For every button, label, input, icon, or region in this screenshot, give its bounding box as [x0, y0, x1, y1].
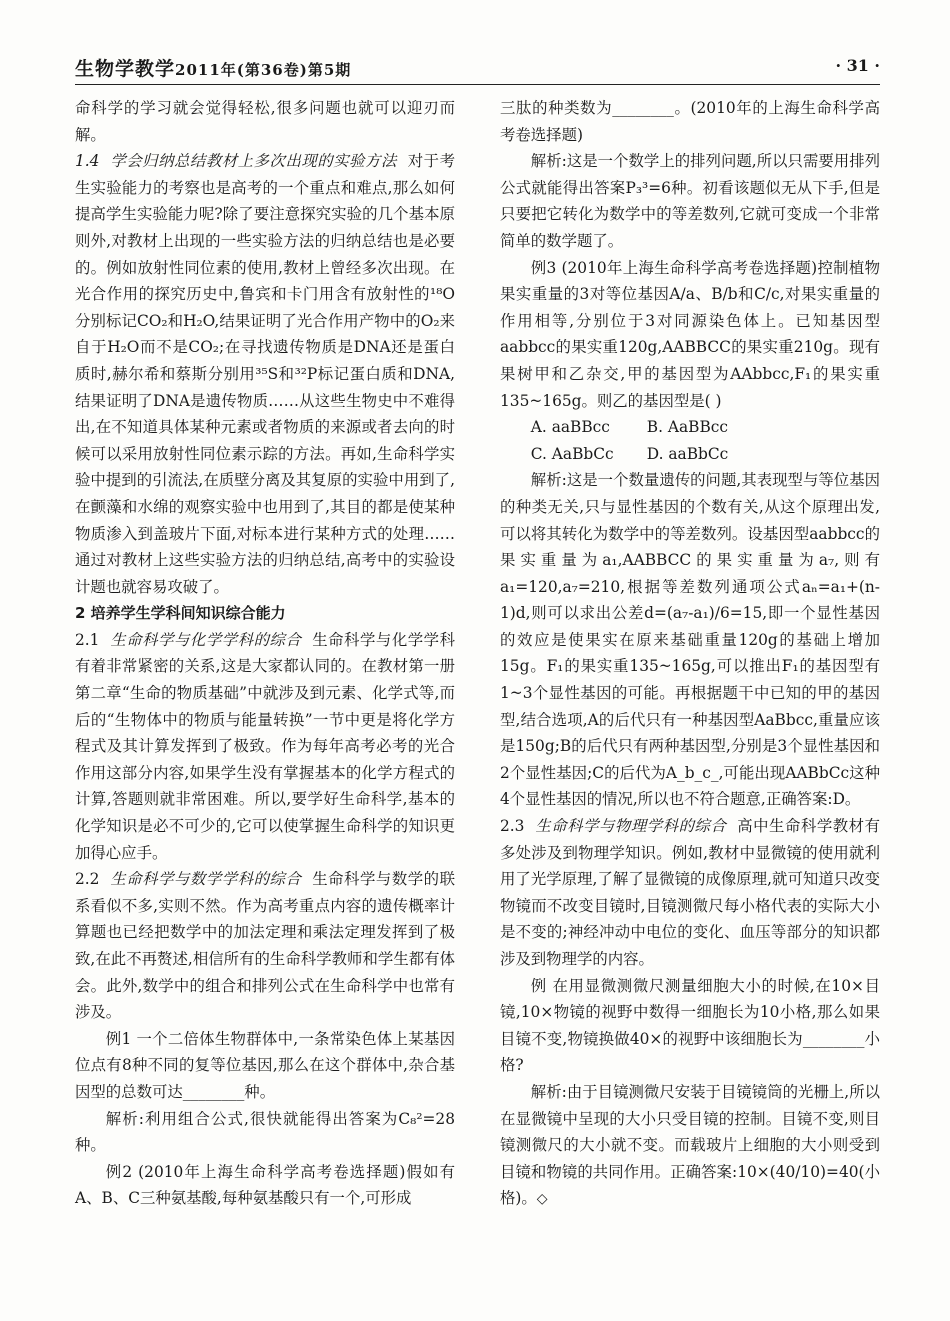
- example-4-answer: [500, 1079, 880, 1213]
- option-b: B. AaBBcc: [646, 418, 729, 437]
- option-d: D. aaBbCc: [646, 444, 729, 463]
- journal-title: [75, 54, 351, 81]
- example-1: 例1 一个二倍体生物群体中,一条常染色体上某基因位点有8种不同的复等位基因,那么在这个群体中,杂合基因型的总数可达________种。: [75, 1029, 455, 1101]
- section-2-1: [75, 627, 455, 866]
- section-title: 生命科学与化学学科的综合: [110, 630, 302, 649]
- paragraph: 命科学的学习就会觉得轻松,很多问题也就可以迎刃而解。: [75, 99, 455, 144]
- example-1-answer: 解析:利用组合公式,很快就能得出答案为C₈²=28种。: [75, 1109, 455, 1155]
- example-3-answer: 解析:这是一个数量遗传的问题,其表现型与等位基因的种类无关,只与显性基因的个数有关,从这个原理出发,可以将其转化为数学中的等差数列。设基因型aabbcc的果实重量为a₁,AABBCC的果实重量为a₇,则有a₁=120,a₇=210,根据等差数列通项公式aₙ=a₁+(n-1)d,则可以求出公差d=(a₇-a₁)/6=15,即一个显性基因的效应是使果实在原来基础重量120g的基础上增加15g。F₁的果实重135~165g,可以推出F₁的基因型有1~3个显性基因的可能。再根据题干中已知的甲的基因型,结合选项,A的后代只有一种基因型AaBbcc,重量应该是150g;B的后代只有两种基因型,分别是3个显性基因和2个显性基因;C的后代为A_b_c_,可能出现AABbCc这种4个显性基因的情况,所以也不符合题意,正确答案:D。: [500, 471, 880, 809]
- section-title: 生命科学与数学学科的综合: [110, 870, 302, 889]
- journal-name: 生物学教学: [75, 58, 176, 80]
- section-text: 生命科学与数学的联系看似不多,实则不然。作为高考重点内容的遗传概率计算题也已经把数学中的加法定理和乘法定理发挥到了极致,在此不再赘述,相信所有的生命科学教师和学生都有体会。此外,数学中的组合和排列公式在生命科学中也常有涉及。: [75, 870, 455, 1022]
- header-rule: [75, 84, 880, 85]
- right-column: [500, 95, 880, 1213]
- section-number: 2.2: [75, 870, 100, 889]
- example-2-answer: 解析:这是一个数学上的排列问题,所以只需要用排列公式就能得出答案P₃³=6种。初看该题似无从下手,但是只要把它转化为数学中的等差数列,它就可变成一个非常简单的数学题了。: [500, 152, 880, 250]
- option-c: C. AaBbCc: [530, 444, 614, 463]
- section-2-heading: 2 培养学生学科间知识综合能力: [75, 604, 286, 623]
- example-3-options: [500, 414, 880, 467]
- section-1-4: [75, 148, 455, 600]
- section-text: 生命科学与化学学科有着非常紧密的关系,这是大家都认同的。在教材第一册第二章“生命的物质基础”中就涉及到元素、化学式等,而后的“生物体中的物质与能量转换”一节中更是将化学方程式及其计算发挥到了极致。作为每年高考必考的光合作用这部分内容,如果学生没有掌握基本的化学方程式的计算,答题则就非常困难。所以,要学好生命科学,基本的化学知识是必不可少的,它可以使掌握生命科学的知识更加得心应手。: [75, 630, 455, 862]
- section-number: 2.1: [75, 630, 100, 649]
- section-title: 学会归纳总结教材上多次出现的实验方法: [110, 152, 397, 171]
- issue-info: 2011年(第36卷)第5期: [175, 61, 352, 79]
- section-2-2: [75, 866, 455, 1026]
- section-text: 对于考生实验能力的考察也是高考的一个重点和难点,那么如何提高学生实验能力呢?除了要注意探究实验的几个基本原则外,对教材上出现的一些实验方法的归纳总结也是必要的。例如放射性同位素的使用,教材上曾经多次出现。在光合作用的探究历史中,鲁宾和卡门用含有放射性的¹⁸O分别标记CO₂和H₂O,结果证明了光合作用产物中的O₂来自于H₂O而不是CO₂;在寻找遗传物质是DNA还是蛋白质时,赫尔希和蔡斯分别用³⁵S和³²P标记蛋白质和DNA,结果证明了DNA是遗传物质……从这些生物史中不难得出,在不知道具体某种元素或者物质的来源或者去向的时候可以采用放射性同位素示踪的方法。再如,生命科学实验中提到的引流法,在质壁分离及其复原的实验中用到了,在颤藻和水绵的观察实验中也用到了,其目的都是使某种物质渗入到盖玻片下面,对标本进行某种方式的处理……通过对教材上这些实验方法的归纳总结,高考中的实验设计题也就容易攻破了。: [75, 152, 455, 596]
- section-text: 高中生命科学教材有多处涉及到物理学知识。例如,教材中显微镜的使用就利用了光学原理,了解了显微镜的成像原理,就可知道只改变物镜而不改变目镜时,目镜测微尺每小格代表的实际大小是不变的;神经冲动中电位的变化、血压等部分的知识都涉及到物理学的内容。: [500, 817, 880, 968]
- page-number: · 31 ·: [835, 56, 880, 75]
- end-mark-icon: ◇: [536, 1191, 548, 1208]
- section-2-3: [500, 813, 880, 973]
- option-a: A. aaBBcc: [530, 418, 610, 437]
- example-2: 例2 (2010年上海生命科学高考卷选择题)假如有A、B、C三种氨基酸,每种氨基酸只有一个,可形成: [75, 1162, 455, 1208]
- left-column: [75, 95, 455, 1212]
- running-header: [75, 54, 880, 84]
- answer-text: 解析:由于目镜测微尺安装于目镜镜筒的光栅上,所以在显微镜中呈现的大小只受目镜的控制。目镜不变,则目镜测微尺的大小就不变。而载玻片上细胞的大小则受到目镜和物镜的共同作用。正确答案:10×(40/10)=40(小格)。: [500, 1082, 880, 1208]
- example-4: 例 在用显微测微尺测量细胞大小的时候,在10×目镜,10×物镜的视野中数得一细胞长为10小格,那么如果目镜不变,物镜换做40×的视野中该细胞长为________小格?: [500, 976, 880, 1075]
- example-2-continued: 三肽的种类数为________。(2010年的上海生命科学高考卷选择题): [500, 99, 880, 144]
- section-number: 2.3: [500, 817, 525, 836]
- section-number: 1.4: [75, 152, 100, 171]
- example-3: 例3 (2010年上海生命科学高考卷选择题)控制植物果实重量的3对等位基因A/a、B/b和C/c,对果实重量的作用相等,分别位于3对同源染色体上。已知基因型aabbcc的果实重120g,AABBCC的果实重210g。现有果树甲和乙杂交,甲的基因型为AAbbcc,F₁的果实重135~165g。则乙的基因型是( ): [500, 258, 880, 410]
- section-title: 生命科学与物理学科的综合: [535, 817, 727, 836]
